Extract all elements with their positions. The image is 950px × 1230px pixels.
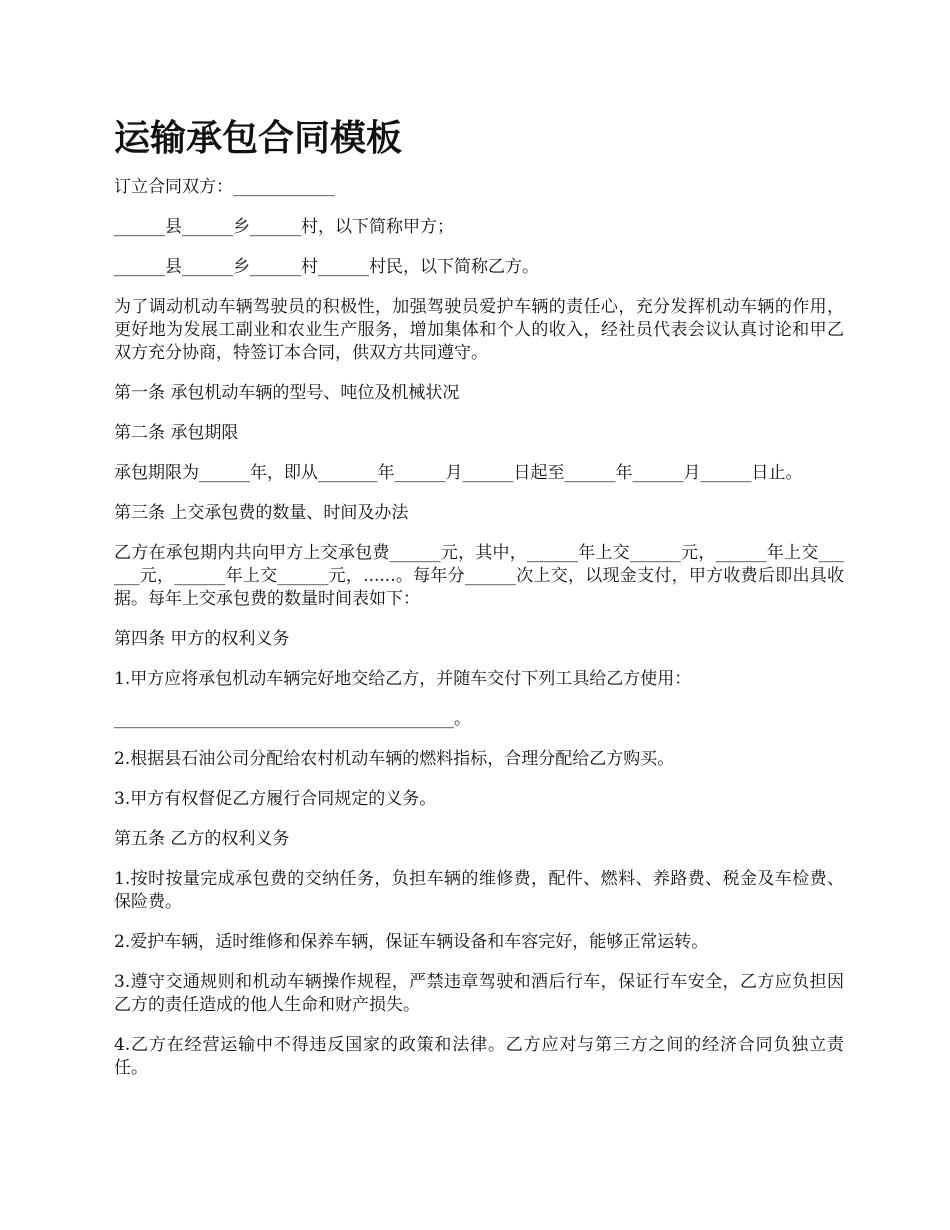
party-a-duty-3: 3.甲方有权督促乙方履行合同规定的义务。	[114, 789, 437, 809]
document-title: 运输承包合同模板	[114, 117, 403, 159]
party-a-address: ______县______乡______村，以下简称甲方；	[114, 217, 454, 237]
document-page	[114, 112, 844, 1097]
preamble-paragraph: 为了调动机动车辆驾驶员的积极性，加强驾驶员爱护车辆的责任心，充分发挥机动车辆的作用，更好地为发展工副业和农业生产服务，增加集体和个人的收入，经社员代表会议认真讨论和甲乙双方充分协商，特签订本合同，供双方共同遵守。	[114, 297, 844, 363]
party-b-duty-1: 1.按时按量完成承包费的交纳任务，负担车辆的维修费，配件、燃料、养路费、税金及车检费、保险费。	[114, 869, 844, 912]
party-b-address: ______县______乡______村______村民，以下简称乙方。	[114, 257, 539, 277]
party-b-duty-2: 2.爱护车辆，适时维修和保养车辆，保证车辆设备和车容完好，能够正常运转。	[114, 932, 709, 952]
article-3-heading: 第三条 上交承包费的数量、时间及办法	[114, 503, 409, 523]
article-5-heading: 第五条 乙方的权利义务	[114, 829, 290, 849]
party-b-duty-3: 3.遵守交通规则和机动车辆操作规程，严禁违章驾驶和酒后行车，保证行车安全，乙方应负担因乙方的责任造成的他人生命和财产损失。	[114, 972, 844, 1015]
fee-payment-paragraph: 乙方在承包期内共向甲方上交承包费______元，其中，______年上交______元，______年上交______元，______年上交______元，......。每年分______次上交，以现金支付，甲方收费后即出具收据。每年上交承包费的数量时间表如下：	[114, 543, 844, 609]
tools-blank-line: ________________________________________。	[114, 709, 471, 729]
article-2-heading: 第二条 承包期限	[114, 423, 239, 443]
article-4-heading: 第四条 甲方的权利义务	[114, 629, 290, 649]
contract-parties-line: 订立合同双方：____________	[114, 177, 335, 197]
article-1-heading: 第一条 承包机动车辆的型号、吨位及机械状况	[114, 383, 460, 403]
contract-term-paragraph: 承包期限为______年，即从_______年______月______日起至______年______月______日止。	[114, 463, 803, 483]
party-b-duty-4: 4.乙方在经营运输中不得违反国家的政策和法律。乙方应对与第三方之间的经济合同负独立责任。	[114, 1035, 844, 1078]
party-a-duty-2: 2.根据县石油公司分配给农村机动车辆的燃料指标，合理分配给乙方购买。	[114, 749, 675, 769]
party-a-duty-1: 1.甲方应将承包机动车辆完好地交给乙方，并随车交付下列工具给乙方使用：	[114, 669, 692, 689]
